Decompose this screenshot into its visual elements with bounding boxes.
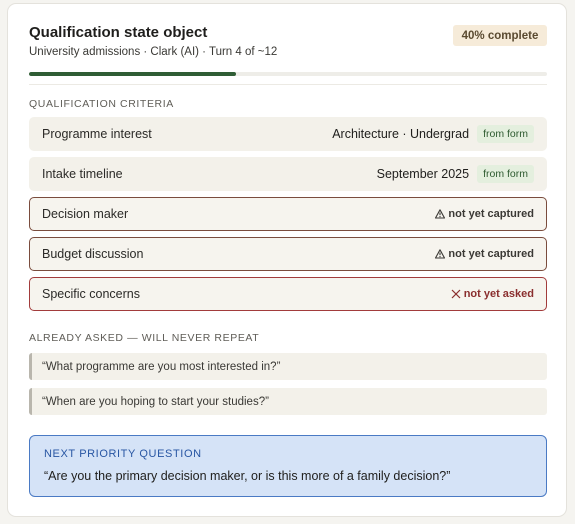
completion-badge: 40% complete <box>453 25 547 46</box>
status-text: not yet captured <box>448 248 534 260</box>
criteria-value: September 2025 <box>376 167 470 181</box>
criteria-label: Specific concerns <box>42 287 140 301</box>
next-priority-question-box <box>29 435 547 497</box>
x-icon <box>451 289 461 299</box>
qualification-card <box>7 3 567 517</box>
criteria-row-intake-timeline <box>29 157 547 191</box>
progress-bar-fill <box>29 72 236 76</box>
status-not-captured <box>435 208 534 220</box>
from-form-tag: from form <box>477 165 534 183</box>
criteria-label: Decision maker <box>42 207 129 221</box>
criteria-value: Architecture · Undergrad <box>332 127 470 141</box>
status-text: not yet asked <box>463 288 534 300</box>
warning-triangle-icon <box>435 209 445 219</box>
divider <box>29 84 547 85</box>
from-form-tag: from form <box>477 125 534 143</box>
criteria-row-programme-interest <box>29 117 547 151</box>
criteria-label: Budget discussion <box>42 247 144 261</box>
progress-bar <box>29 72 547 76</box>
next-priority-label: NEXT PRIORITY QUESTION <box>44 448 202 460</box>
criteria-row-budget-discussion <box>29 237 547 271</box>
criteria-label: Intake timeline <box>42 167 123 181</box>
criteria-row-specific-concerns <box>29 277 547 311</box>
status-text: not yet captured <box>448 208 534 220</box>
next-priority-question: “Are you the primary decision maker, or is this more of a family decision?” <box>44 469 451 483</box>
asked-section-label: ALREADY ASKED — WILL NEVER REPEAT <box>29 332 260 344</box>
status-not-captured <box>435 248 534 260</box>
criteria-row-decision-maker <box>29 197 547 231</box>
asked-question: “What programme are you most interested in?” <box>29 353 547 380</box>
status-not-asked <box>451 288 534 300</box>
asked-question: “When are you hoping to start your studies?” <box>29 388 547 415</box>
criteria-label: Programme interest <box>42 127 152 141</box>
warning-triangle-icon <box>435 249 445 259</box>
card-title: Qualification state object <box>29 24 208 41</box>
criteria-section-label: QUALIFICATION CRITERIA <box>29 98 174 110</box>
card-subtitle: University admissions · Clark (AI) · Turn 4 of ~12 <box>29 46 278 58</box>
